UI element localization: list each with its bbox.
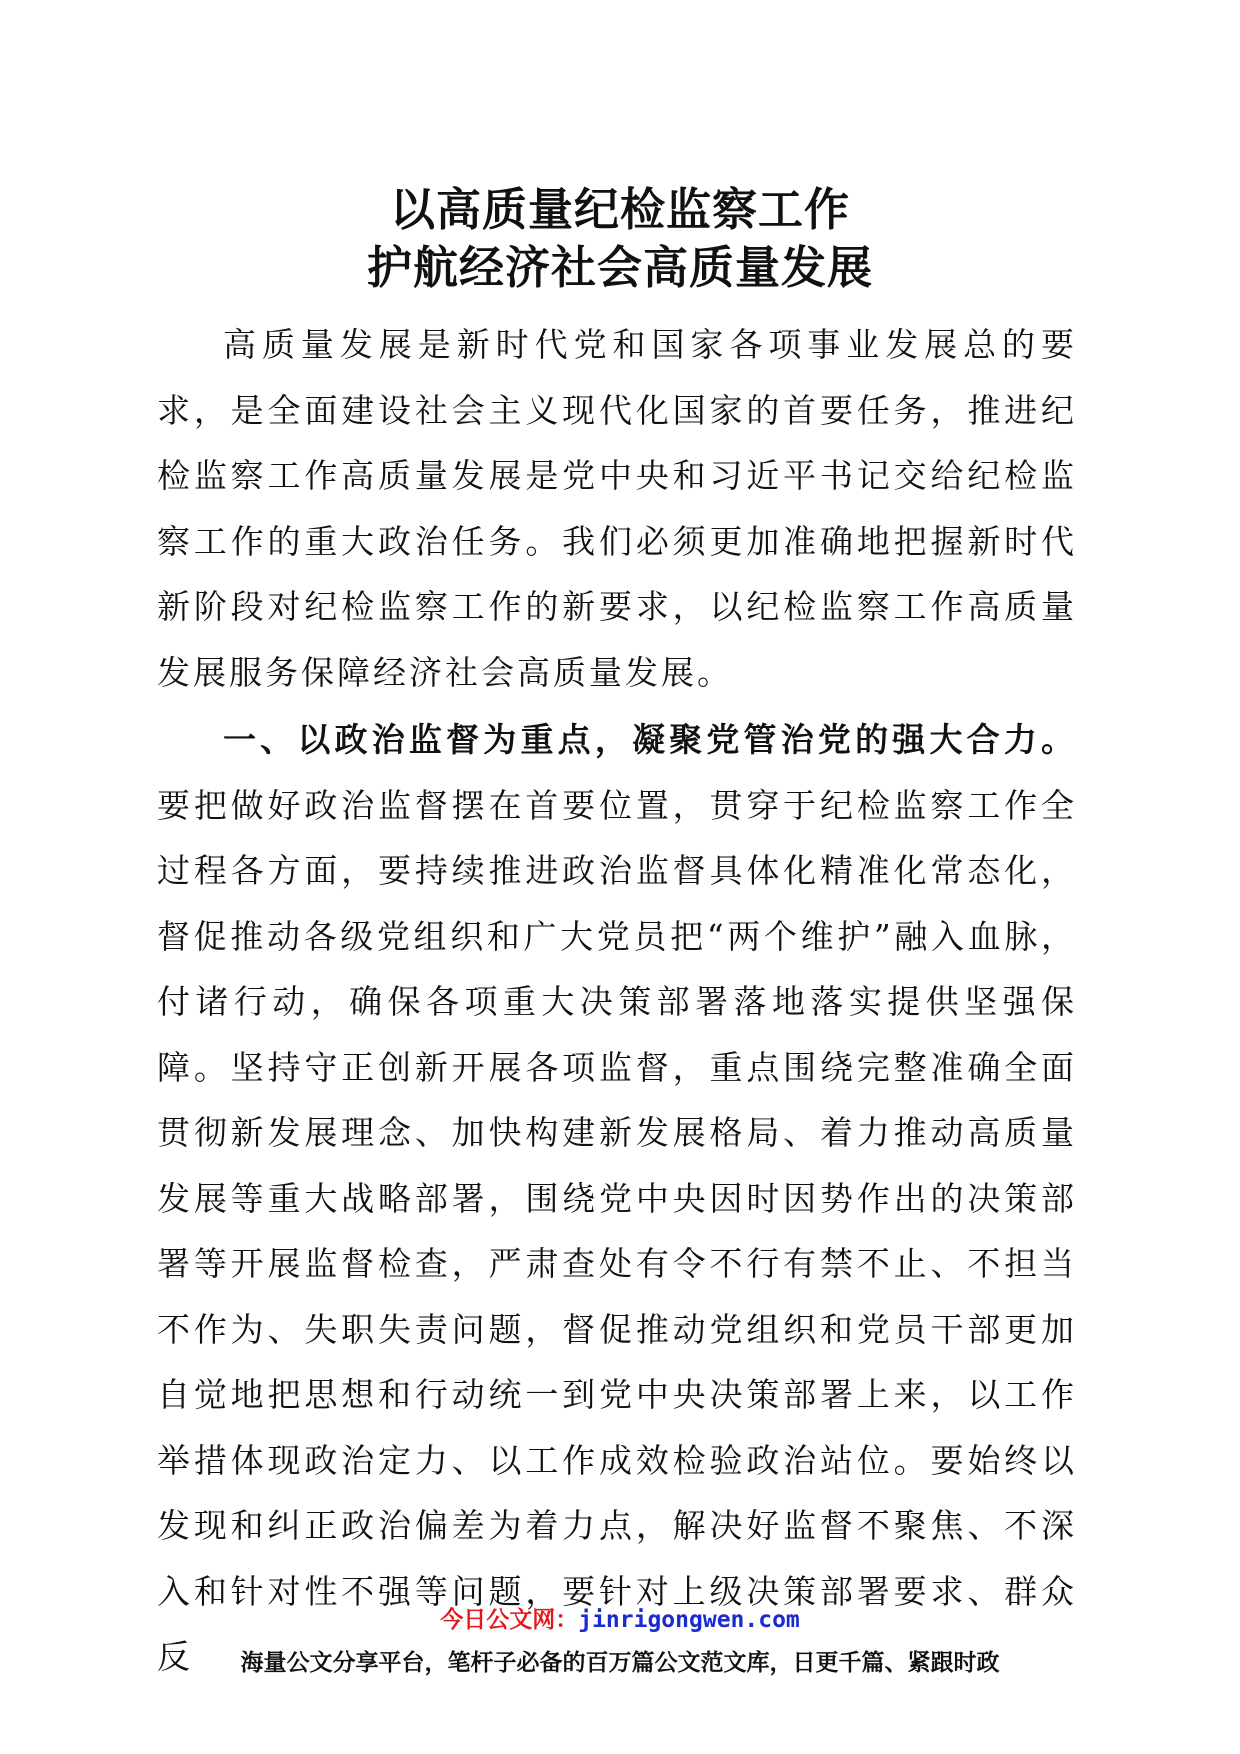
section-1-paragraph — [157, 707, 1077, 1690]
footer-brand: 今日公文网： — [440, 1607, 579, 1633]
footer-slogan: 海量公文分享平台，笔杆子必备的百万篇公文范文库，日更千篇、紧跟时政 — [240, 1650, 1000, 1676]
section-1-body: 要把做好政治监督摆在首要位置，贯穿于纪检监察工作全过程各方面，要持续推进政治监督具体化精准化常态化，督促推动各级党组织和广大党员把“两个维护”融入血脉，付诸行动，确保各项重大决策部署落地落实提供坚强保障。坚持守正创新开展各项监督，重点围绕完整准确全面贯彻新发展理念、加快构建新发展格局、着力推动高质量发展等重大战略部署，围绕党中央因时因势作出的决策部署等开展监督检查，严肃查处有令不行有禁不止、不担当不作为、失职失责问题，督促推动党组织和党员干部更加自觉地把思想和行动统一到党中央决策部署上来，以工作举措体现政治定力、以工作成效检验政治站位。要始终以发现和纠正政治偏差为着力点，解决好监督不聚焦、不深入和针对性不强等问题，要针对上级决策部署要求、群众反 — [157, 785, 1077, 1676]
footer-url-link[interactable]: jinrigongwen.com — [578, 1607, 800, 1633]
footer-brand-line — [0, 1601, 1240, 1634]
section-1-heading: 一、以政治监督为重点，凝聚党管治党的强大合力。 — [223, 720, 1077, 759]
document-title-line-2: 护航经济社会高质量发展 — [366, 241, 873, 294]
document-title-line-1: 以高质量纪检监察工作 — [389, 183, 850, 236]
intro-paragraph: 高质量发展是新时代党和国家各项事业发展总的要求，是全面建设社会主义现代化国家的首要任务，推进纪检监察工作高质量发展是党中央和习近平书记交给纪检监察工作的重大政治任务。我们必须更加准确地把握新时代新阶段对纪检监察工作的新要求，以纪检监察工作高质量发展服务保障经济社会高质量发展。 — [157, 325, 1077, 692]
document-body — [157, 312, 1077, 1690]
